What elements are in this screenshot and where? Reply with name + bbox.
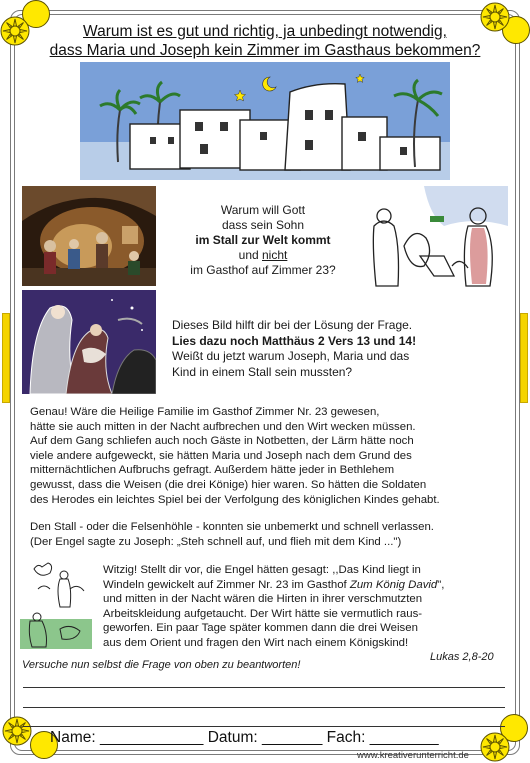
name-field[interactable]: Name: ____________: [50, 729, 204, 746]
sun-icon: [2, 716, 32, 746]
paragraph-line: gewusst, dass die Weisen (die drei Könige) hier waren. So hätten die Soldaten: [30, 478, 427, 491]
paragraph-line: geworfen. Ein paar Tage später kommen dann die drei Weisen: [103, 622, 418, 635]
question-block: [160, 203, 366, 278]
angels-shepherds-sketch: [20, 559, 92, 649]
right-side-tab: [520, 313, 528, 403]
hint-line: Kind in einem Stall sein mussten?: [172, 364, 353, 379]
flight-to-egypt-picture: [22, 290, 156, 394]
left-side-tab: [2, 313, 10, 403]
paragraph-line: hätte sie auch mitten in der Nacht aufbrechen und den Wirt wecken müssen.: [30, 420, 416, 433]
paragraph-line: Witzig! Stellt dir vor, die Engel hätten gesagt: ,,Das Kind liegt in: [103, 564, 421, 576]
question-line-bold: im Stall zur Welt kommt: [195, 233, 331, 247]
witzig-paragraph: [103, 563, 499, 651]
paragraph-line: (Der Engel sagte zu Joseph: „Steh schnell auf, und flieh mit dem Kind ..."): [30, 535, 402, 548]
paragraph-line: Den Stall - oder die Felsenhöhle - konnten sie unbemerkt und schnell verlassen.: [30, 521, 434, 533]
paragraph-line: Arbeitskleidung aufgetaucht. Der Wirt hätte sie vermutlich raus-: [103, 607, 423, 620]
subject-field[interactable]: Fach: ________: [322, 729, 439, 746]
paragraph-line: Auf dem Gang schliefen auch noch Gäste in Notbetten, der Lärm hätte noch: [30, 435, 414, 448]
answer-writing-line[interactable]: [23, 726, 505, 727]
paragraph-line: mitternächtlichen Aufbruchs gefragt. Außerdem hätte jeder in Bethlehem: [30, 464, 395, 477]
question-line: und nicht: [238, 248, 288, 262]
footer-fields: [50, 729, 439, 747]
paragraph-line: und mitten in der Nacht wären die Hirten in ihrer verschmutzten: [103, 593, 423, 606]
bible-reference: Lukas 2,8-20: [430, 651, 494, 663]
paragraph-line: Genau! Wäre die Heilige Familie im Gasthof Zimmer Nr. 23 gewesen,: [30, 406, 380, 418]
hint-block: [172, 318, 472, 380]
stable-paragraph: [30, 520, 504, 549]
nativity-cave-picture: [22, 186, 156, 286]
question-line: dass sein Sohn: [221, 218, 305, 232]
paragraph-line: viele andere aufgeweckt, sie hätten Maria und Joseph nach dem Grund des: [30, 449, 412, 462]
hint-line: Dieses Bild hilft dir bei der Lösung der Frage.: [172, 318, 413, 332]
hint-line-bold: Lies dazu noch Matthäus 2 Vers 13 und 14!: [172, 333, 417, 348]
sun-icon: [480, 732, 510, 762]
paragraph-line: Windeln gewickelt auf Zimmer Nr. 23 im Gasthof Zum König David",: [103, 578, 445, 591]
date-field[interactable]: Datum: _______: [203, 729, 323, 746]
worksheet-title: [18, 22, 512, 60]
explanation-paragraph: [30, 405, 504, 507]
answer-instruction: Versuche nun selbst die Frage von oben zu beantworten!: [22, 659, 301, 671]
hint-line: Weißt du jetzt warum Joseph, Maria und das: [172, 349, 410, 363]
answer-writing-line[interactable]: [23, 687, 505, 688]
shepherds-sketch-picture: [364, 186, 508, 290]
question-line: im Gasthof auf Zimmer 23?: [190, 263, 336, 277]
paragraph-line: aus dem Orient und fragen den Wirt nach einem Königskind!: [103, 636, 409, 649]
paragraph-line: des Herodes ein leichtes Spiel bei der Verfolgung des königlichen Kindes gehabt.: [30, 493, 440, 506]
bethlehem-town-illustration: [80, 62, 450, 180]
title-line-1: Warum ist es gut und richtig, ja unbedingt notwendig,: [83, 23, 447, 40]
answer-writing-line[interactable]: [23, 707, 505, 708]
website-url: www.kreativerunterricht.de: [357, 750, 469, 761]
title-line-2: dass Maria und Joseph kein Zimmer im Gasthaus bekommen?: [49, 42, 481, 59]
question-line: Warum will Gott: [220, 203, 306, 217]
